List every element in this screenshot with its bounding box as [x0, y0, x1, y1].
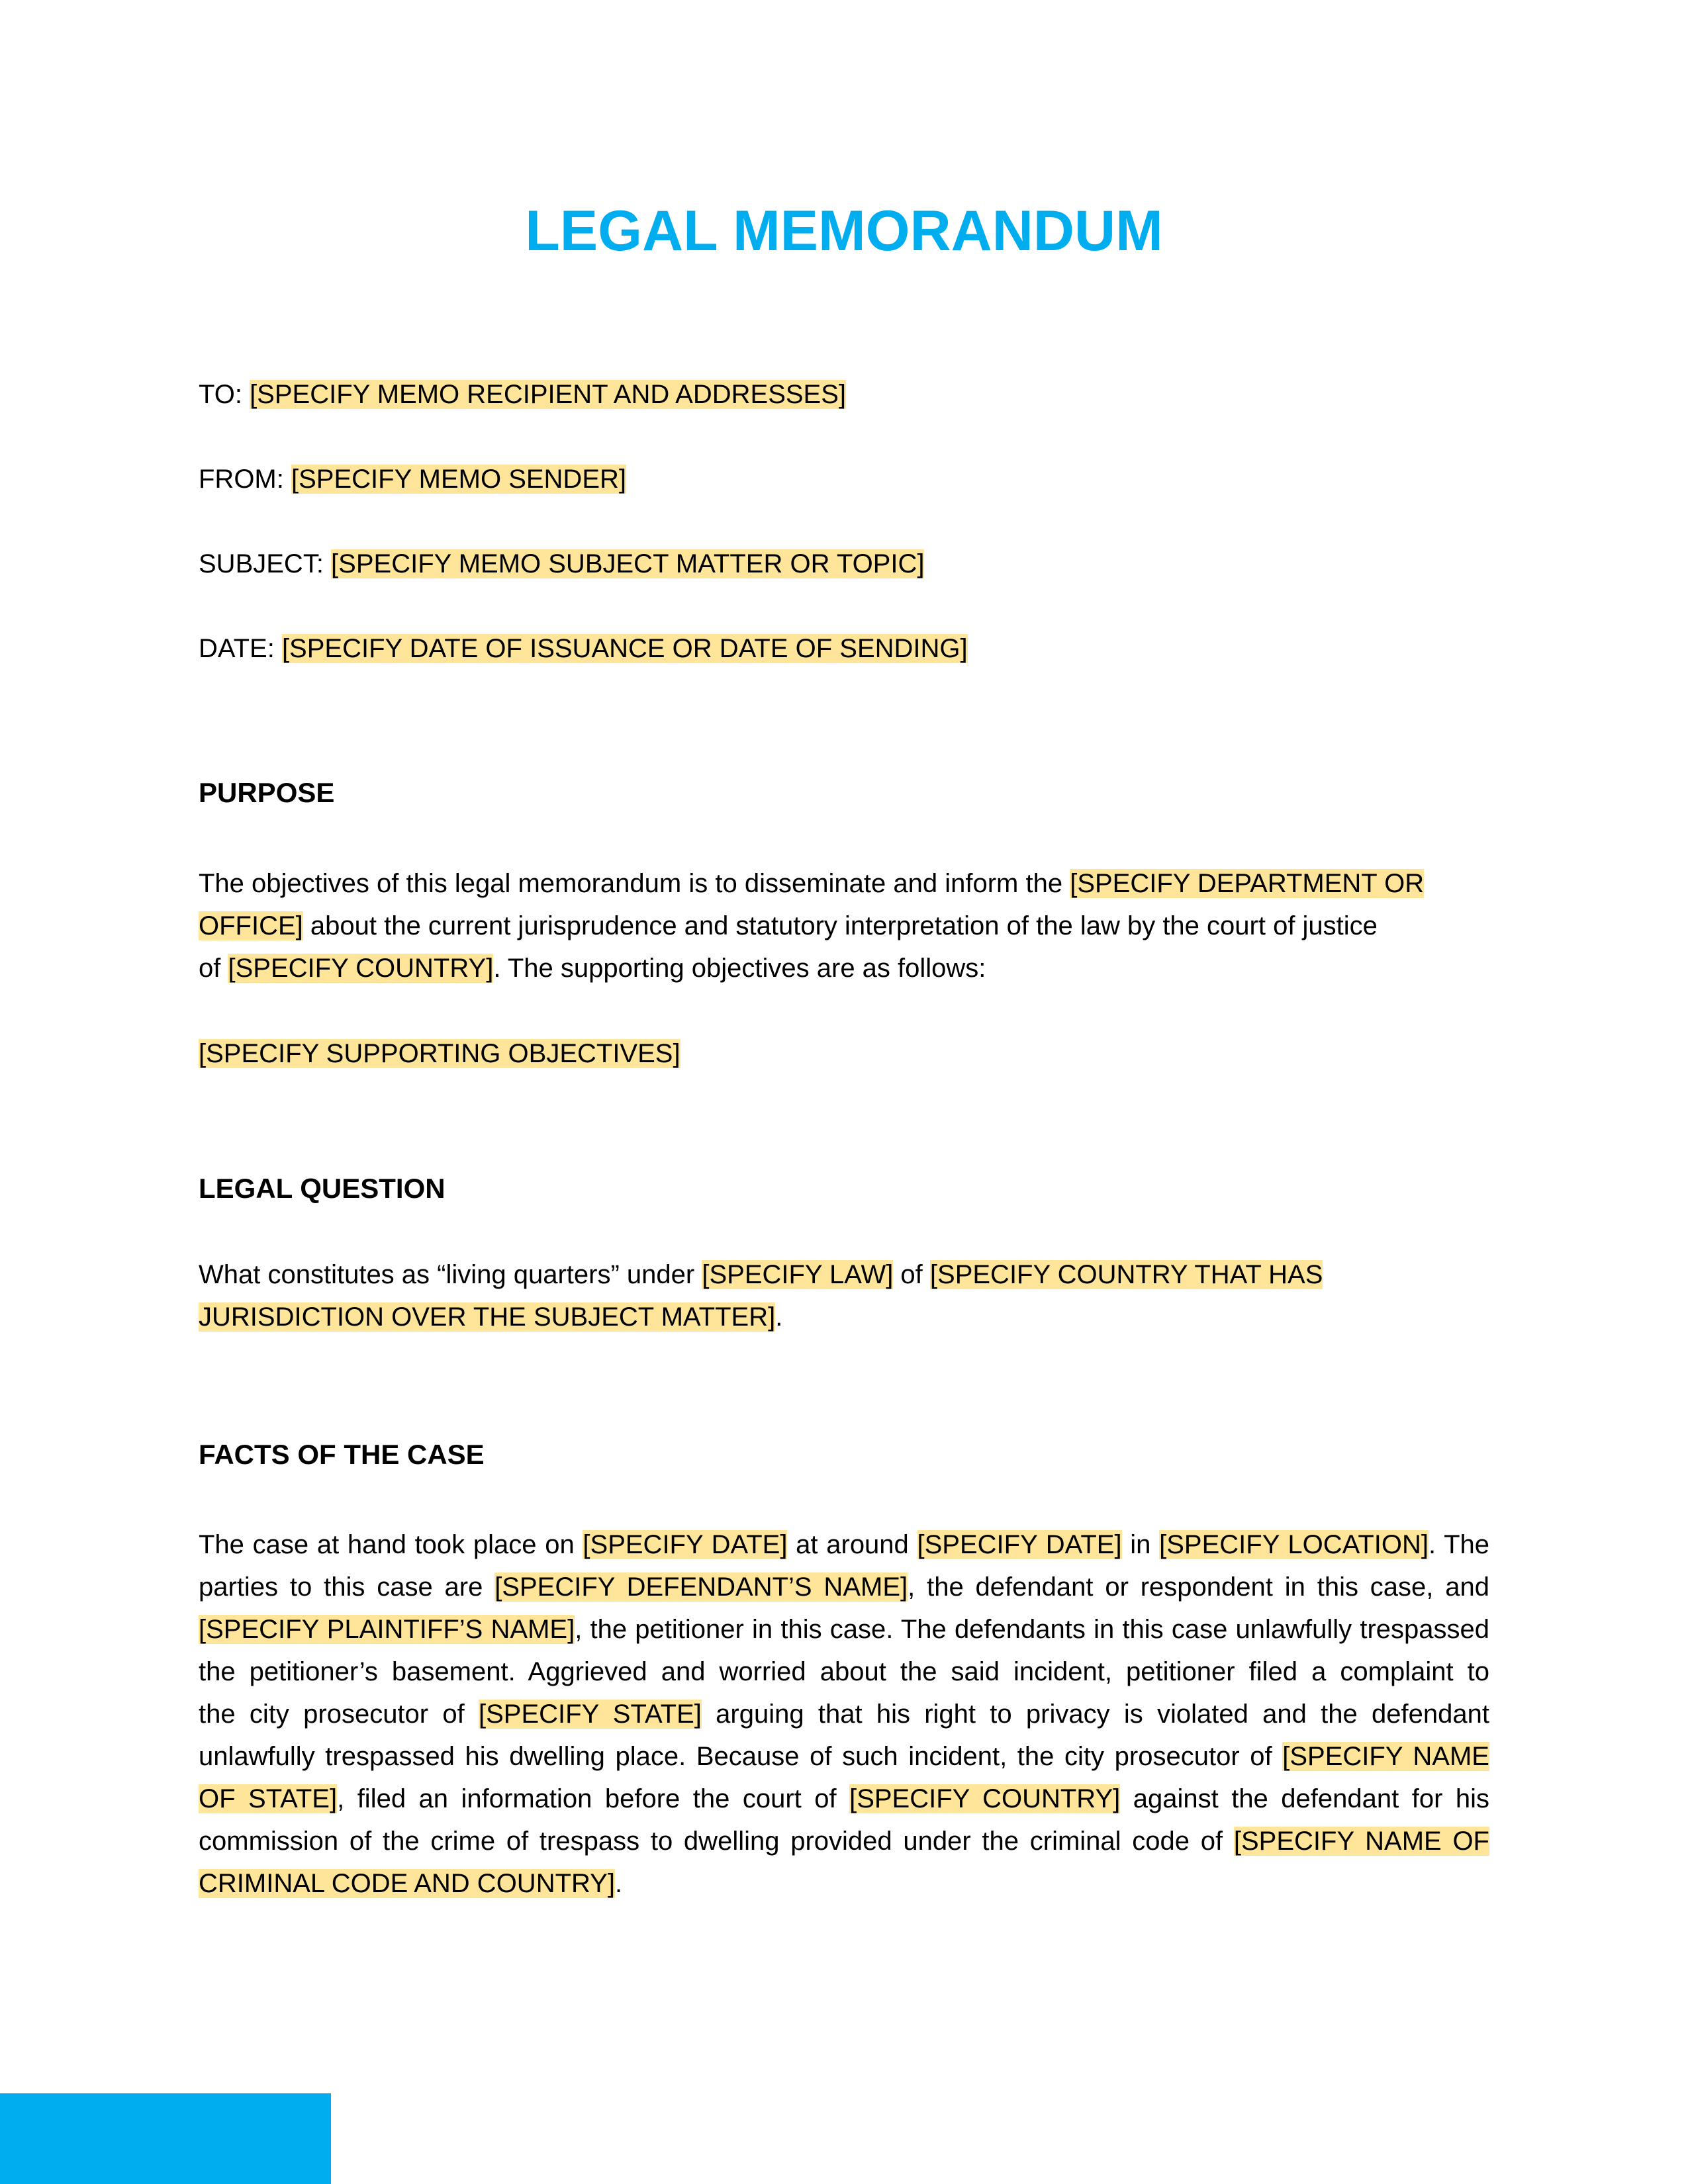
- legal-question-paragraph: [199, 1253, 1489, 1338]
- facts-line-9: [199, 1862, 1489, 1905]
- supporting-objectives: [199, 1032, 1489, 1075]
- subject-value: [SPECIFY MEMO SUBJECT MATTER OR TOPIC]: [331, 549, 925, 578]
- legal-question-line-2: [199, 1296, 1489, 1338]
- facts-line-1: [199, 1524, 1489, 1566]
- facts-text: , filed an information before the court of: [337, 1784, 850, 1813]
- purpose-placeholder-department: [SPECIFY DEPARTMENT OR: [1070, 869, 1425, 898]
- purpose-text: about the current jurisprudence and statutory interpretation of the law by the court of justice: [303, 911, 1378, 940]
- facts-placeholder-country: [SPECIFY COUNTRY]: [849, 1784, 1121, 1813]
- facts-text: arguing that his right to privacy is violated and the defendant: [701, 1700, 1489, 1729]
- facts-line-5: [199, 1693, 1489, 1735]
- facts-placeholder-defendant: [SPECIFY DEFENDANT’S NAME]: [494, 1572, 908, 1602]
- facts-heading: FACTS OF THE CASE: [199, 1439, 485, 1470]
- to-line: [199, 373, 1489, 416]
- footer-accent-bar: [0, 2093, 331, 2184]
- facts-placeholder-state: [SPECIFY STATE]: [479, 1700, 702, 1729]
- facts-line-3: [199, 1608, 1489, 1651]
- supporting-objectives-placeholder: [SPECIFY SUPPORTING OBJECTIVES]: [199, 1039, 680, 1068]
- page-title: LEGAL MEMORANDUM: [525, 199, 1163, 263]
- facts-text: at around: [787, 1530, 917, 1559]
- subject-label: SUBJECT:: [199, 549, 332, 578]
- to-value: [SPECIFY MEMO RECIPIENT AND ADDRESSES]: [250, 380, 847, 409]
- facts-placeholder-plaintiff: [SPECIFY PLAINTIFF’S NAME]: [199, 1615, 575, 1644]
- facts-text: commission of the crime of trespass to dwelling provided under the criminal code of: [199, 1827, 1234, 1856]
- date-line: [199, 627, 1489, 670]
- legal-question-placeholder-country: [SPECIFY COUNTRY THAT HAS: [929, 1260, 1323, 1289]
- legal-question-text: .: [775, 1302, 783, 1332]
- facts-placeholder-location: [SPECIFY LOCATION]: [1159, 1530, 1429, 1559]
- facts-placeholder-name-of-state: [SPECIFY NAME: [1282, 1742, 1489, 1771]
- facts-text: the city prosecutor of: [199, 1700, 479, 1729]
- facts-line-6: [199, 1735, 1489, 1778]
- facts-text: , the defendant or respondent in this case, and: [908, 1572, 1489, 1602]
- from-value: [SPECIFY MEMO SENDER]: [291, 465, 626, 494]
- facts-text: . The: [1429, 1530, 1490, 1559]
- facts-line-7: [199, 1778, 1489, 1820]
- purpose-text: . The supporting objectives are as follows:: [493, 954, 986, 983]
- purpose-text: of: [199, 954, 228, 983]
- facts-placeholder-name-of-state-cont: OF STATE]: [199, 1784, 338, 1813]
- legal-question-placeholder-law: [SPECIFY LAW]: [702, 1260, 894, 1289]
- purpose-text: The objectives of this legal memorandum is to disseminate and inform the: [199, 869, 1070, 898]
- legal-question-text: What constitutes as “living quarters” under: [199, 1260, 702, 1289]
- date-label: DATE:: [199, 634, 282, 663]
- facts-text: unlawfully trespassed his dwelling place. Because of such incident, the city prosecutor of: [199, 1742, 1283, 1771]
- purpose-paragraph: [199, 862, 1489, 989]
- facts-line-4: [199, 1651, 1489, 1693]
- purpose-placeholder-office: OFFICE]: [199, 911, 303, 940]
- legal-question-heading: LEGAL QUESTION: [199, 1173, 445, 1204]
- date-value: [SPECIFY DATE OF ISSUANCE OR DATE OF SENDING]: [281, 634, 968, 663]
- purpose-placeholder-country: [SPECIFY COUNTRY]: [228, 954, 494, 983]
- facts-text: in: [1121, 1530, 1160, 1559]
- facts-text: against the defendant for his: [1120, 1784, 1489, 1813]
- facts-text: parties to this case are: [199, 1572, 495, 1602]
- facts-text: .: [614, 1869, 623, 1898]
- from-line: [199, 458, 1489, 500]
- purpose-line-1: [199, 862, 1489, 905]
- facts-placeholder-criminal-code-cont: CRIMINAL CODE AND COUNTRY]: [199, 1869, 615, 1898]
- legal-question-placeholder-jurisdiction: JURISDICTION OVER THE SUBJECT MATTER]: [199, 1302, 776, 1332]
- facts-placeholder-date: [SPECIFY DATE]: [583, 1530, 788, 1559]
- facts-text: the petitioner’s basement. Aggrieved and worried about the said incident, petitioner filed a complaint to: [199, 1657, 1489, 1686]
- purpose-heading: PURPOSE: [199, 777, 335, 808]
- facts-paragraph: [199, 1524, 1489, 1905]
- from-label: FROM:: [199, 465, 291, 494]
- purpose-line-3: [199, 947, 1489, 989]
- facts-placeholder-date-2: [SPECIFY DATE]: [917, 1530, 1122, 1559]
- legal-question-text: of: [893, 1260, 930, 1289]
- legal-question-line-1: [199, 1253, 1489, 1296]
- facts-text: , the petitioner in this case. The defendants in this case unlawfully trespassed: [575, 1615, 1489, 1644]
- facts-line-8: [199, 1820, 1489, 1862]
- facts-text: The case at hand took place on: [199, 1530, 583, 1559]
- facts-placeholder-criminal-code: [SPECIFY NAME OF: [1233, 1827, 1489, 1856]
- to-label: TO:: [199, 380, 250, 409]
- subject-line: [199, 543, 1489, 585]
- facts-line-2: [199, 1566, 1489, 1608]
- purpose-line-2: [199, 905, 1489, 947]
